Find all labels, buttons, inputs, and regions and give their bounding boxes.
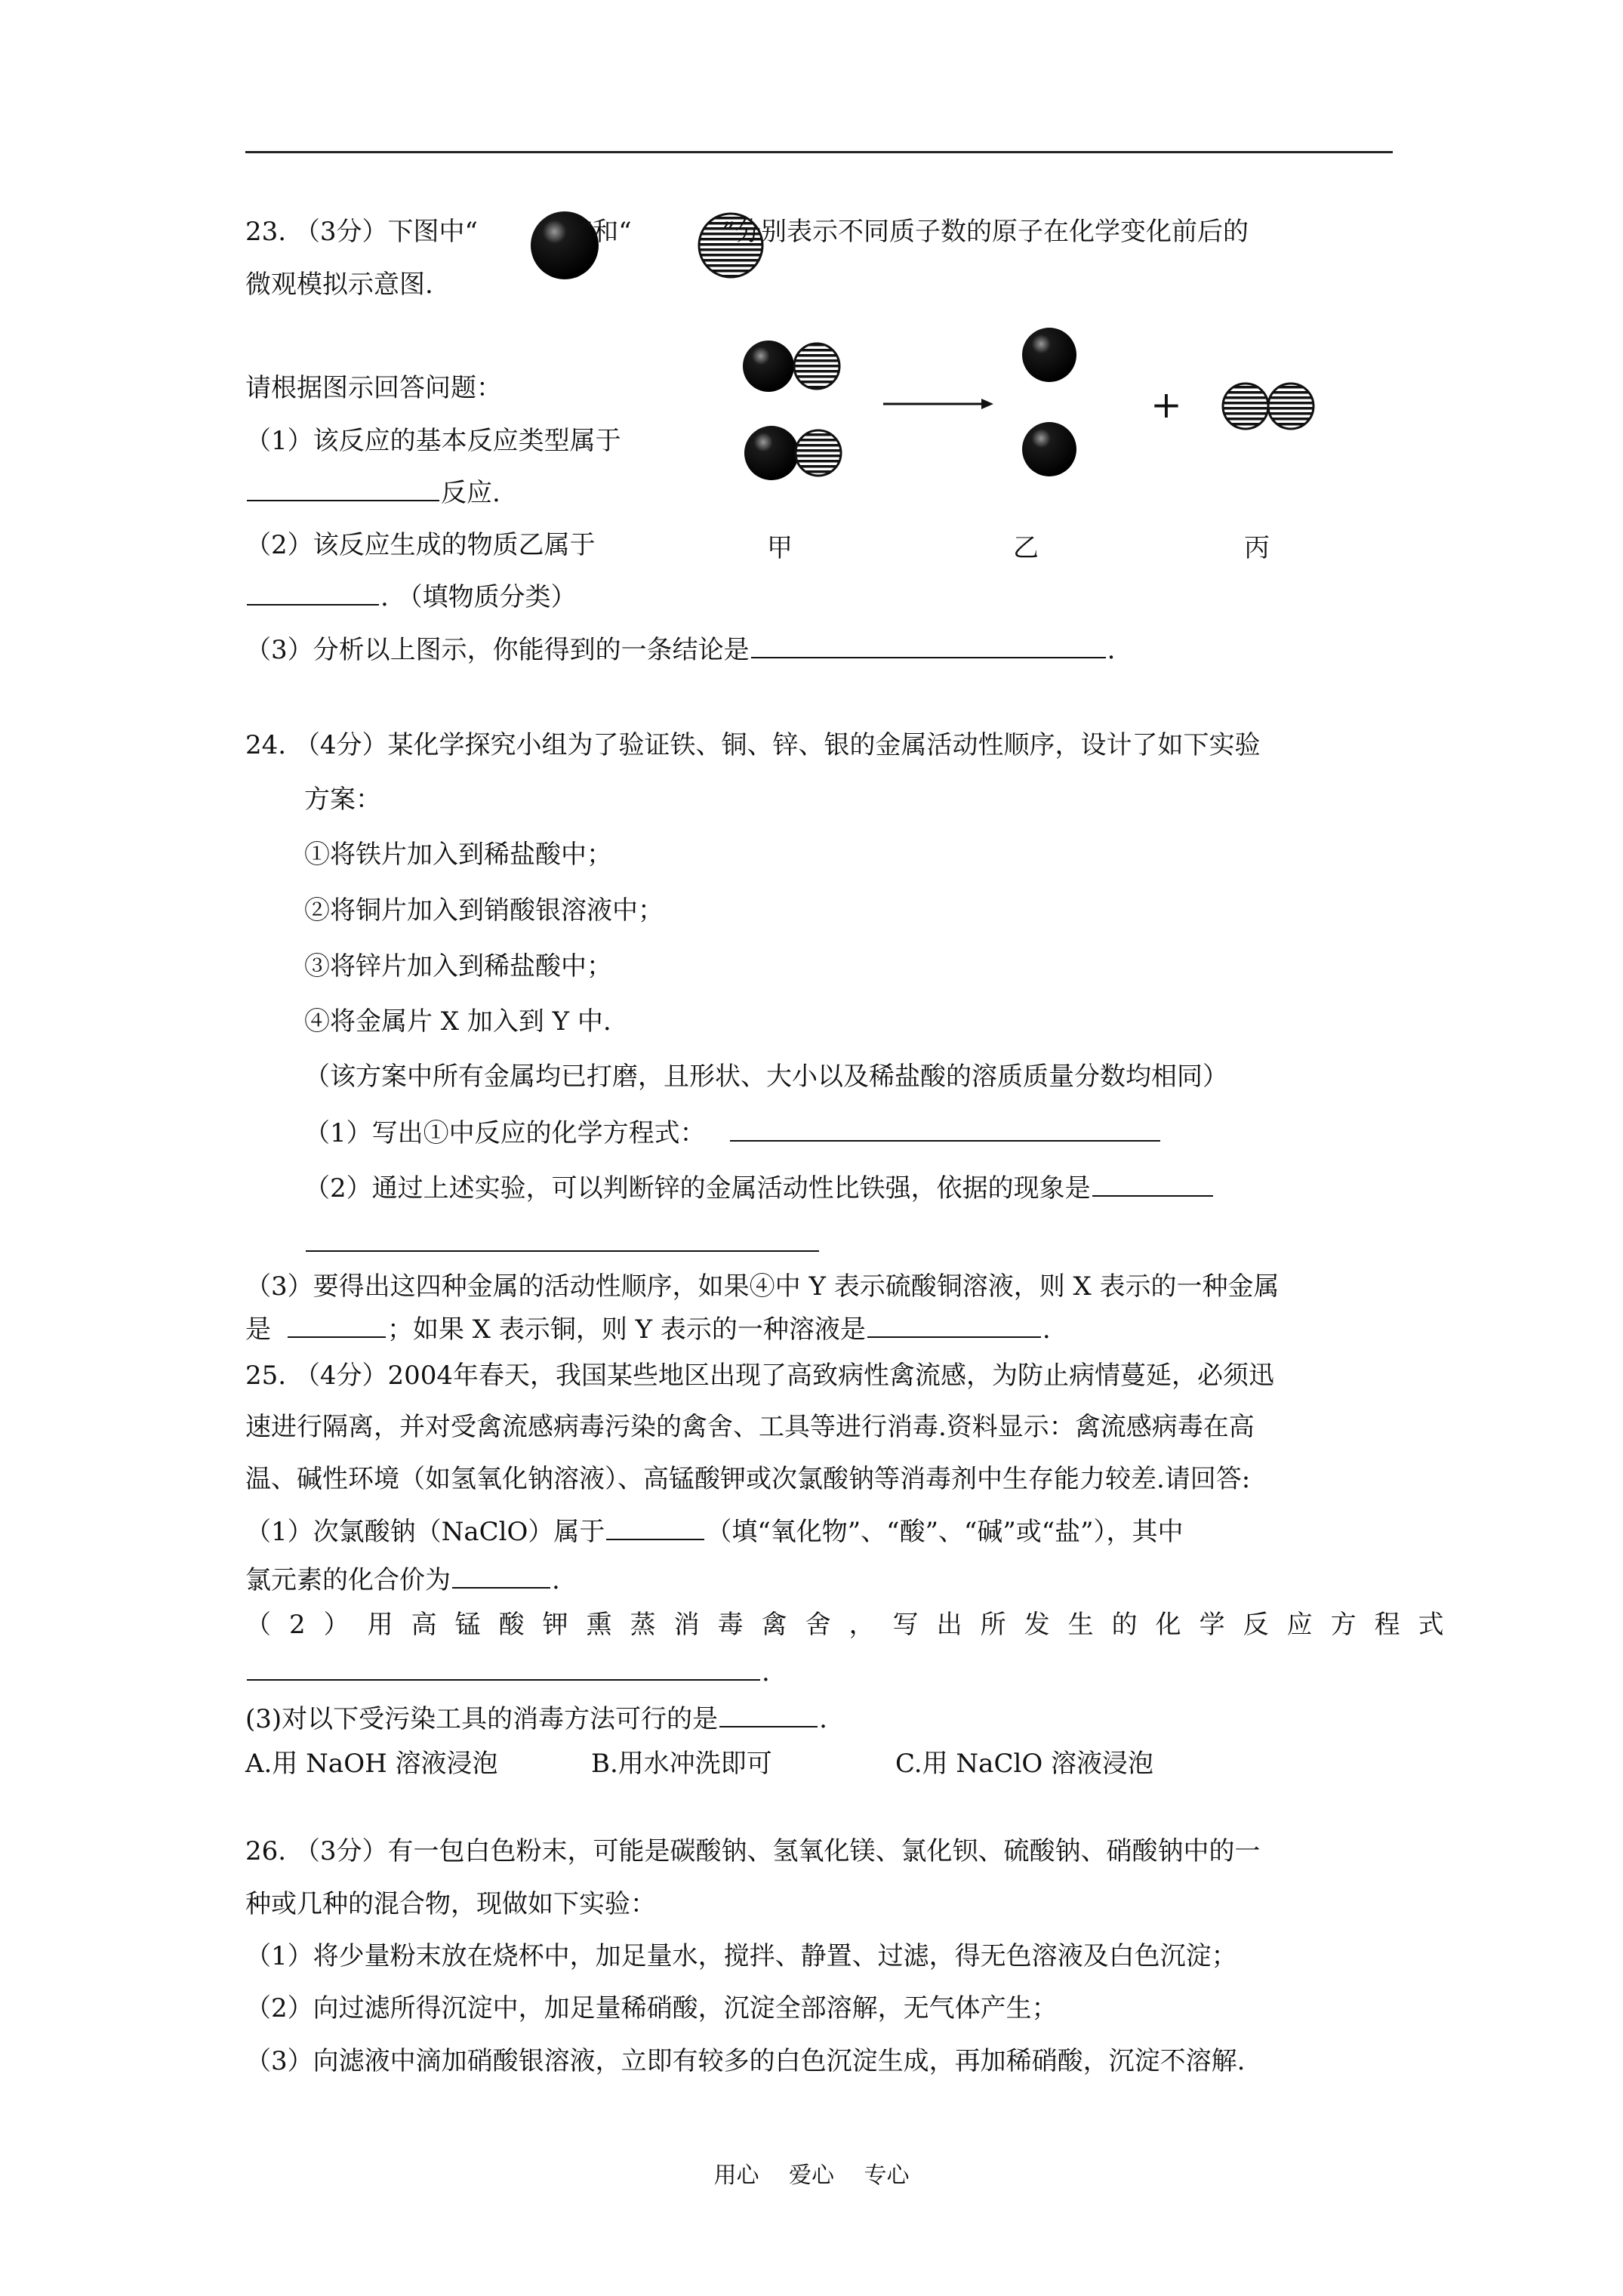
- q25-subq2-cont: [245, 1655, 770, 1689]
- label-jia: 甲: [767, 533, 793, 563]
- q24-blank-phenomenon-cont[interactable]: [306, 1226, 819, 1252]
- molecule-jia-2: [744, 426, 841, 480]
- q24-blank-solution[interactable]: [867, 1312, 1041, 1338]
- q23-subq2-suffix: . （填物质分类）: [380, 582, 577, 612]
- atom-yi-1: [1022, 328, 1076, 382]
- molecule-bing: [1223, 384, 1313, 429]
- q24-step2: ②将铜片加入到销酸银溶液中；: [304, 895, 664, 926]
- q23-prompt: 请根据图示回答问题：: [245, 373, 502, 403]
- q26-step1: （1）将少量粉末放在烧杯中，加足量水，搅拌、静置、过滤，得无色溶液及白色沉淀；: [245, 1941, 1237, 1971]
- q26-step3: （3）向滤液中滴加硝酸银溶液，立即有较多的白色沉淀生成，再加稀硝酸，沉淀不溶解.: [245, 2046, 1246, 2076]
- q24-subq3-mid: ；如果 X 表示铜，则 Y 表示的一种溶液是: [387, 1314, 866, 1345]
- q25-valence-text: 氯元素的化合价为: [245, 1565, 451, 1595]
- q25-blank-equation[interactable]: [247, 1655, 760, 1681]
- q25-option-c: C.用 NaClO 溶液浸泡: [895, 1749, 1154, 1779]
- q26-line1: 26. （3分）有一包白色粉末，可能是碳酸钠、氢氧化镁、氯化钡、硫酸钠、硝酸钠中的一: [245, 1836, 1261, 1866]
- molecule-jia-1: [743, 341, 839, 392]
- plus-sign: +: [1150, 383, 1182, 427]
- q25-option-b: B.用水冲洗即可: [591, 1749, 772, 1779]
- q25-subq1-cont: [245, 1563, 560, 1597]
- q25-subq2-suffix: .: [762, 1657, 770, 1687]
- q25-subq1-text: （1）次氯酸钠（NaClO）属于: [245, 1517, 605, 1547]
- label-bing: 丙: [1244, 533, 1270, 563]
- q24-step3: ③将锌片加入到稀盐酸中；: [304, 951, 612, 982]
- q24-step4: ④将金属片 X 加入到 Y 中.: [304, 1006, 611, 1037]
- page-footer: 用心 爱心 专心: [713, 2162, 910, 2189]
- q25-line1: 25. （4分）2004年春天，我国某些地区出现了高致病性禽流感，为防止病情蔓延，必须迅: [245, 1361, 1275, 1391]
- q26-line2: 种或几种的混合物，现做如下实验：: [245, 1889, 656, 1919]
- q24-subq1-text: （1）写出①中反应的化学方程式：: [304, 1118, 706, 1148]
- q25-option-a: A.用 NaOH 溶液浸泡: [245, 1749, 498, 1779]
- q25-line3: 温、碱性环境（如氢氧化钠溶液）、高锰酸钾或次氯酸钠等消毒剂中生存能力较差.请回答:: [245, 1464, 1251, 1494]
- q24-subq3-suffix: .: [1042, 1314, 1051, 1345]
- q23-blank-conclusion[interactable]: [751, 633, 1106, 658]
- q24-blank-equation[interactable]: [730, 1116, 1160, 1142]
- q25-subq3: [245, 1702, 827, 1736]
- q24-subq1: [304, 1116, 1162, 1150]
- q23-intro-pre: 23. （3分）下图中“: [245, 217, 478, 247]
- atom-yi-2: [1022, 422, 1076, 476]
- q24-subq2-cont: [304, 1226, 821, 1260]
- q23-intro-mid: ”和“: [579, 217, 632, 247]
- q24-subq2: [304, 1171, 1215, 1205]
- q23-subq1-cont: [245, 476, 500, 510]
- q24-subq3-prefix: 是: [245, 1314, 271, 1345]
- q24-subq3-cont: [245, 1312, 1051, 1346]
- q23-subq1: （1）该反应的基本反应类型属于: [245, 426, 621, 456]
- q23-subq2-cont: [245, 580, 577, 614]
- q23-subq2: （2）该反应生成的物质乙属于: [245, 530, 596, 560]
- q23-intro-post: ”分别表示不同质子数的原子在化学变化前后的: [722, 217, 1249, 247]
- q23-subq3-suffix: .: [1107, 635, 1116, 665]
- q25-valence-suffix: .: [552, 1565, 560, 1595]
- q23-subq3: [245, 633, 1115, 667]
- q23-intro-line2: 微观模拟示意图.: [245, 270, 433, 300]
- reaction-arrow-icon: [883, 399, 993, 409]
- q23-subq1-suffix: 反应.: [441, 478, 500, 508]
- q23-subq3-text: （3）分析以上图示，你能得到的一条结论是: [245, 635, 750, 665]
- q26-step2: （2）向过滤所得沉淀中，加足量稀硝酸，沉淀全部溶解，无气体产生；: [245, 1993, 1058, 2023]
- q25-subq3-suffix: .: [819, 1704, 827, 1734]
- q24-step1: ①将铁片加入到稀盐酸中；: [304, 840, 612, 870]
- q23-blank-reaction-type[interactable]: [247, 476, 439, 501]
- q24-note: （该方案中所有金属均已打磨，且形状、大小以及稀盐酸的溶质质量分数均相同）: [304, 1062, 1228, 1092]
- q25-subq3-text: (3)对以下受污染工具的消毒方法可行的是: [245, 1704, 719, 1734]
- q23-intro-line: [245, 215, 1249, 248]
- q24-blank-phenomenon[interactable]: [1092, 1171, 1213, 1197]
- q24-line2: 方案：: [304, 784, 381, 815]
- q25-blank-valence[interactable]: [452, 1563, 550, 1589]
- q24-line1: 24. （4分）某化学探究小组为了验证铁、铜、锌、银的金属活动性顺序，设计了如下实验: [245, 730, 1261, 760]
- q23-blank-substance-class[interactable]: [247, 580, 379, 606]
- q25-subq1: [245, 1515, 1183, 1549]
- q24-subq3: （3）要得出这四种金属的活动性顺序，如果④中 Y 表示硫酸铜溶液，则 X 表示的一种金属: [245, 1271, 1280, 1302]
- q25-blank-method[interactable]: [719, 1702, 818, 1727]
- label-yi: 乙: [1013, 533, 1039, 563]
- q25-subq2: （2）用高锰酸钾熏蒸消毒禽舍，写出所发生的化学反应方程式: [245, 1610, 1462, 1640]
- q25-subq1-options: （填“氧化物”、“酸”、“碱”或“盐”），其中: [706, 1517, 1184, 1547]
- q24-subq2-text: （2）通过上述实验，可以判断锌的金属活动性比铁强，依据的现象是: [304, 1173, 1091, 1203]
- q24-blank-metal[interactable]: [288, 1312, 386, 1338]
- q25-blank-class[interactable]: [606, 1515, 704, 1540]
- q25-line2: 速进行隔离，并对受禽流感病毒污染的禽舍、工具等进行消毒.资料显示：禽流感病毒在高: [245, 1412, 1255, 1442]
